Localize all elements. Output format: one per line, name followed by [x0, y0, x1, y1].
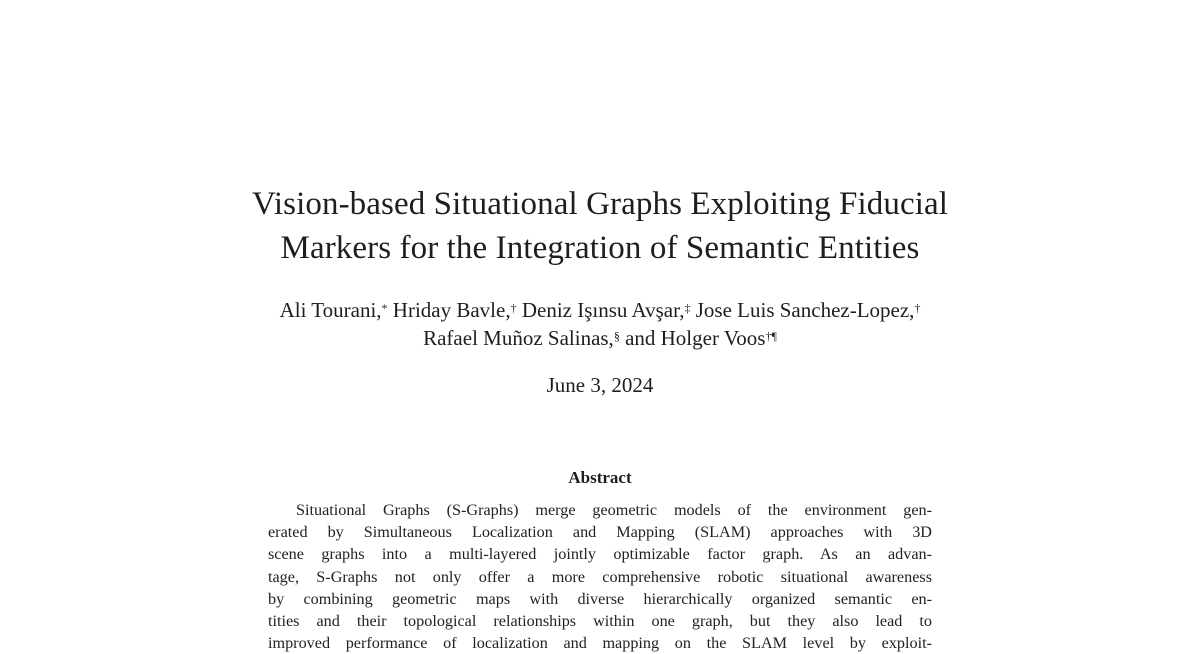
- author-list: [0, 296, 1200, 352]
- abstract-line: scene graphs into a multi-layered jointly optimizable factor graph. As an advan-: [268, 545, 932, 564]
- affiliation-mark: *: [381, 301, 388, 315]
- author-name: Deniz Işınsu Avşar,: [516, 298, 685, 322]
- author-name: Ali Tourani,: [279, 298, 382, 322]
- affiliation-mark: †¶: [765, 329, 777, 343]
- title-line-1: Vision-based Situational Graphs Exploiting Fiducial: [251, 186, 949, 222]
- affiliation-mark: ‡: [684, 301, 691, 315]
- abstract-line: tities and their topological relationships within one graph, but they also lead to: [268, 611, 932, 630]
- author-name: Jose Luis Sanchez-Lopez,: [690, 298, 915, 322]
- author-line-2: [0, 324, 1200, 352]
- paper-title: [0, 182, 1200, 270]
- author-name: and Holger Voos: [619, 326, 766, 350]
- affiliation-mark: †: [914, 301, 921, 315]
- abstract-line: improved performance of localization and mapping on the SLAM level by exploit-: [268, 634, 932, 653]
- author-name: Hriday Bavle,: [387, 298, 511, 322]
- author-line-1: [0, 296, 1200, 324]
- abstract-heading: Abstract: [568, 468, 632, 487]
- affiliation-mark: †: [510, 301, 517, 315]
- abstract-line: erated by Simultaneous Localization and Mapping (SLAM) approaches with 3D: [268, 523, 932, 542]
- abstract-line: by combining geometric maps with diverse hierarchically organized semantic en-: [268, 589, 932, 608]
- title-line-2: Markers for the Integration of Semantic Entities: [280, 230, 920, 266]
- author-name: Rafael Muñoz Salinas,: [423, 326, 614, 350]
- paper-date: June 3, 2024: [546, 373, 654, 397]
- abstract-line: tage, S-Graphs not only offer a more comprehensive robotic situational awareness: [268, 567, 932, 586]
- abstract-body: [268, 499, 932, 654]
- affiliation-mark: §: [613, 329, 620, 343]
- abstract-line: Situational Graphs (S-Graphs) merge geometric models of the environment gen-: [296, 501, 932, 519]
